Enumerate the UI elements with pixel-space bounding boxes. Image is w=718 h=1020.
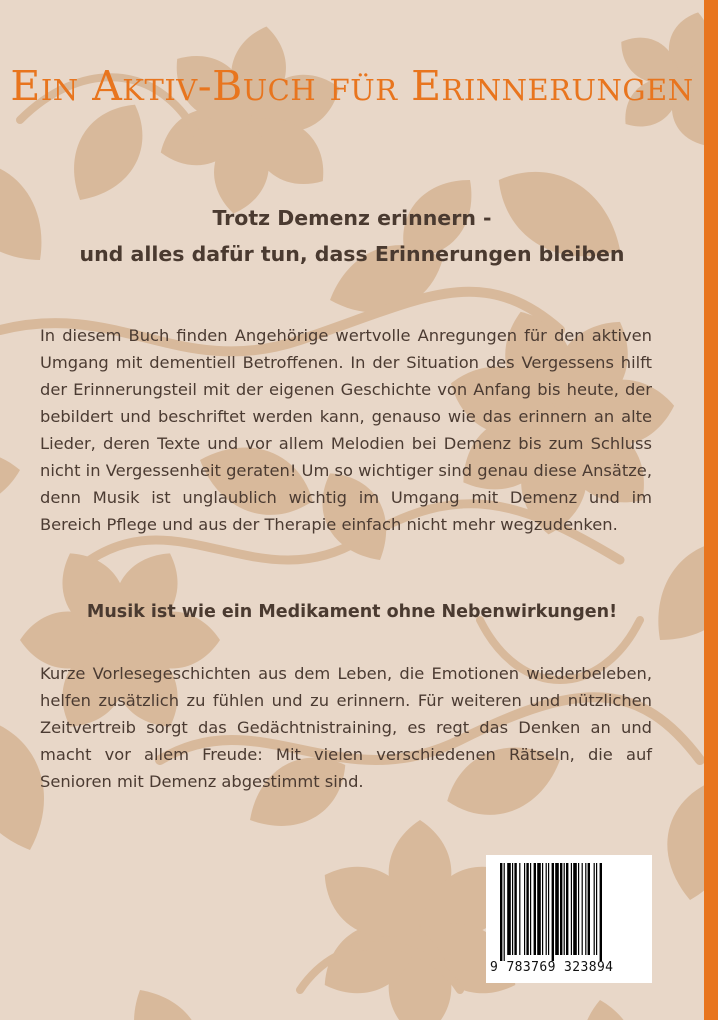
- isbn-number: 9 783769 323894: [490, 960, 614, 975]
- barcode-bars: [500, 863, 640, 961]
- subtitle: [20, 200, 684, 272]
- subtitle-line-2: und alles dafür tun, dass Erinnerungen bleiben: [79, 242, 625, 266]
- isbn-barcode: [486, 855, 652, 983]
- slogan: Musik ist wie ein Medikament ohne Nebenwirkungen!: [86, 602, 618, 622]
- subtitle-line-1: Trotz Demenz erinnern -: [212, 206, 492, 230]
- description-paragraph-1: In diesem Buch finden Angehörige wertvolle Anregungen für den aktiven Umgang mit dementiell Betroffenen. In der Situation des Vergessens hilft der Erinnerungsteil mit der eigenen Geschichte von Anfang bis heute, der bebildert und beschriftet werden kann, genauso wie das erinnern an alte Lieder, deren Texte und vor allem Melodien bei Demenz bis zum Schluss nicht in Vergessenheit geraten! Um so wichtiger sind genau diese Ansätze, denn Musik ist unglaublich wichtig im Umgang mit Demenz und im Bereich Pflege und aus der Therapie einfach nicht mehr wegzudenken.: [40, 326, 652, 534]
- description-paragraph-2: Kurze Vorlesegeschichten aus dem Leben, die Emotionen wiederbeleben, helfen zusätzlich zu fühlen und zu erinnern. Für weiteren und nützlichen Zeitvertreib sorgt das Gedächtnistraining, es regt das Denken an und macht vor allem Freude: Mit vielen verschiedenen Rätseln, die auf Senioren mit Demenz abgestimmt sind.: [40, 664, 652, 791]
- spine-accent-stripe: [704, 0, 718, 1020]
- book-title: Ein Aktiv-Buch für Erinnerungen: [10, 62, 694, 110]
